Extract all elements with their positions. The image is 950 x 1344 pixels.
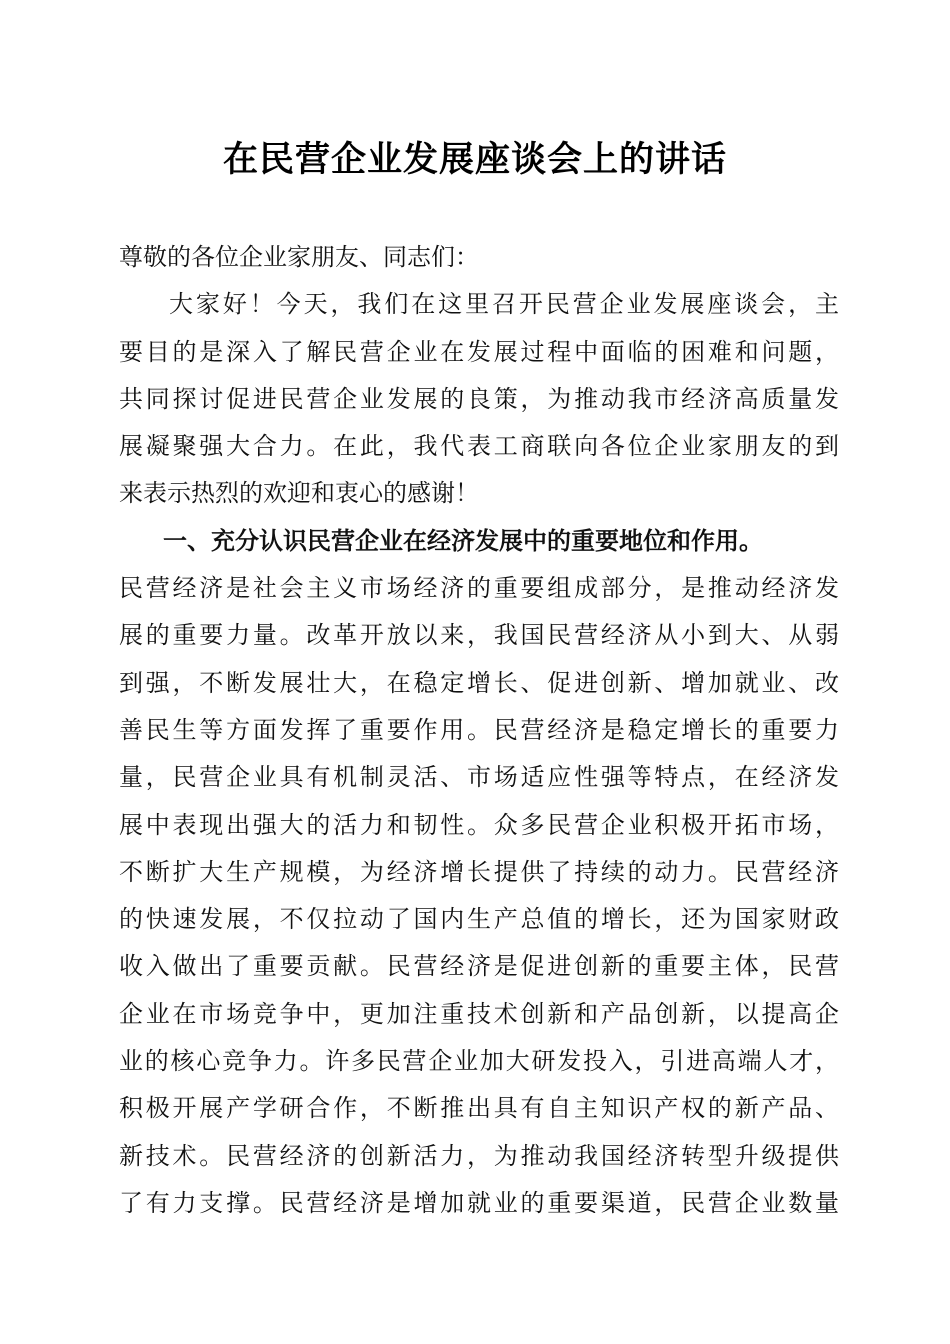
text-line: 不断扩大生产规模，为经济增长提供了持续的动力。民营经济 [119,857,839,886]
text-line: 来表示热烈的欢迎和衷心的感谢！ [119,479,479,508]
text-line: 善民生等方面发挥了重要作用。民营经济是稳定增长的重要力 [119,715,839,744]
text-line: 展的重要力量。改革开放以来，我国民营经济从小到大、从弱 [119,621,839,650]
section-heading: 一、充分认识民营企业在经济发展中的重要地位和作用。 [163,526,763,555]
text-line: 新技术。民营经济的创新活力，为推动我国经济转型升级提供 [119,1141,839,1170]
text-line: 积极开展产学研合作，不断推出具有自主知识产权的新产品、 [119,1094,839,1123]
document-body [119,234,839,1227]
text-line: 到强，不断发展壮大，在稳定增长、促进创新、增加就业、改 [119,668,839,697]
text-line: 尊敬的各位企业家朋友、同志们： [119,243,479,271]
text-line: 量，民营企业具有机制灵活、市场适应性强等特点，在经济发 [119,763,839,792]
text-line: 要目的是深入了解民营企业在发展过程中面临的困难和问题， [119,337,839,366]
text-line: 大家好！今天，我们在这里召开民营企业发展座谈会，主 [169,290,839,319]
text-line: 收入做出了重要贡献。民营经济是促进创新的重要主体，民营 [119,952,839,981]
text-line: 企业在市场竞争中，更加注重技术创新和产品创新，以提高企 [119,999,839,1028]
text-line: 了有力支撑。民营经济是增加就业的重要渠道，民营企业数量 [119,1188,839,1217]
text-line: 业的核心竞争力。许多民营企业加大研发投入，引进高端人才， [119,1047,839,1076]
text-line: 共同探讨促进民营企业发展的良策，为推动我市经济高质量发 [119,384,839,413]
text-line: 展中表现出强大的活力和韧性。众多民营企业积极开拓市场， [119,810,839,839]
text-line: 民营经济是社会主义市场经济的重要组成部分，是推动经济发 [119,574,839,603]
page-title: 在民营企业发展座谈会上的讲话 [222,139,727,180]
text-line: 的快速发展，不仅拉动了国内生产总值的增长，还为国家财政 [119,905,839,934]
text-line: 展凝聚强大合力。在此，我代表工商联向各位企业家朋友的到 [119,432,839,461]
